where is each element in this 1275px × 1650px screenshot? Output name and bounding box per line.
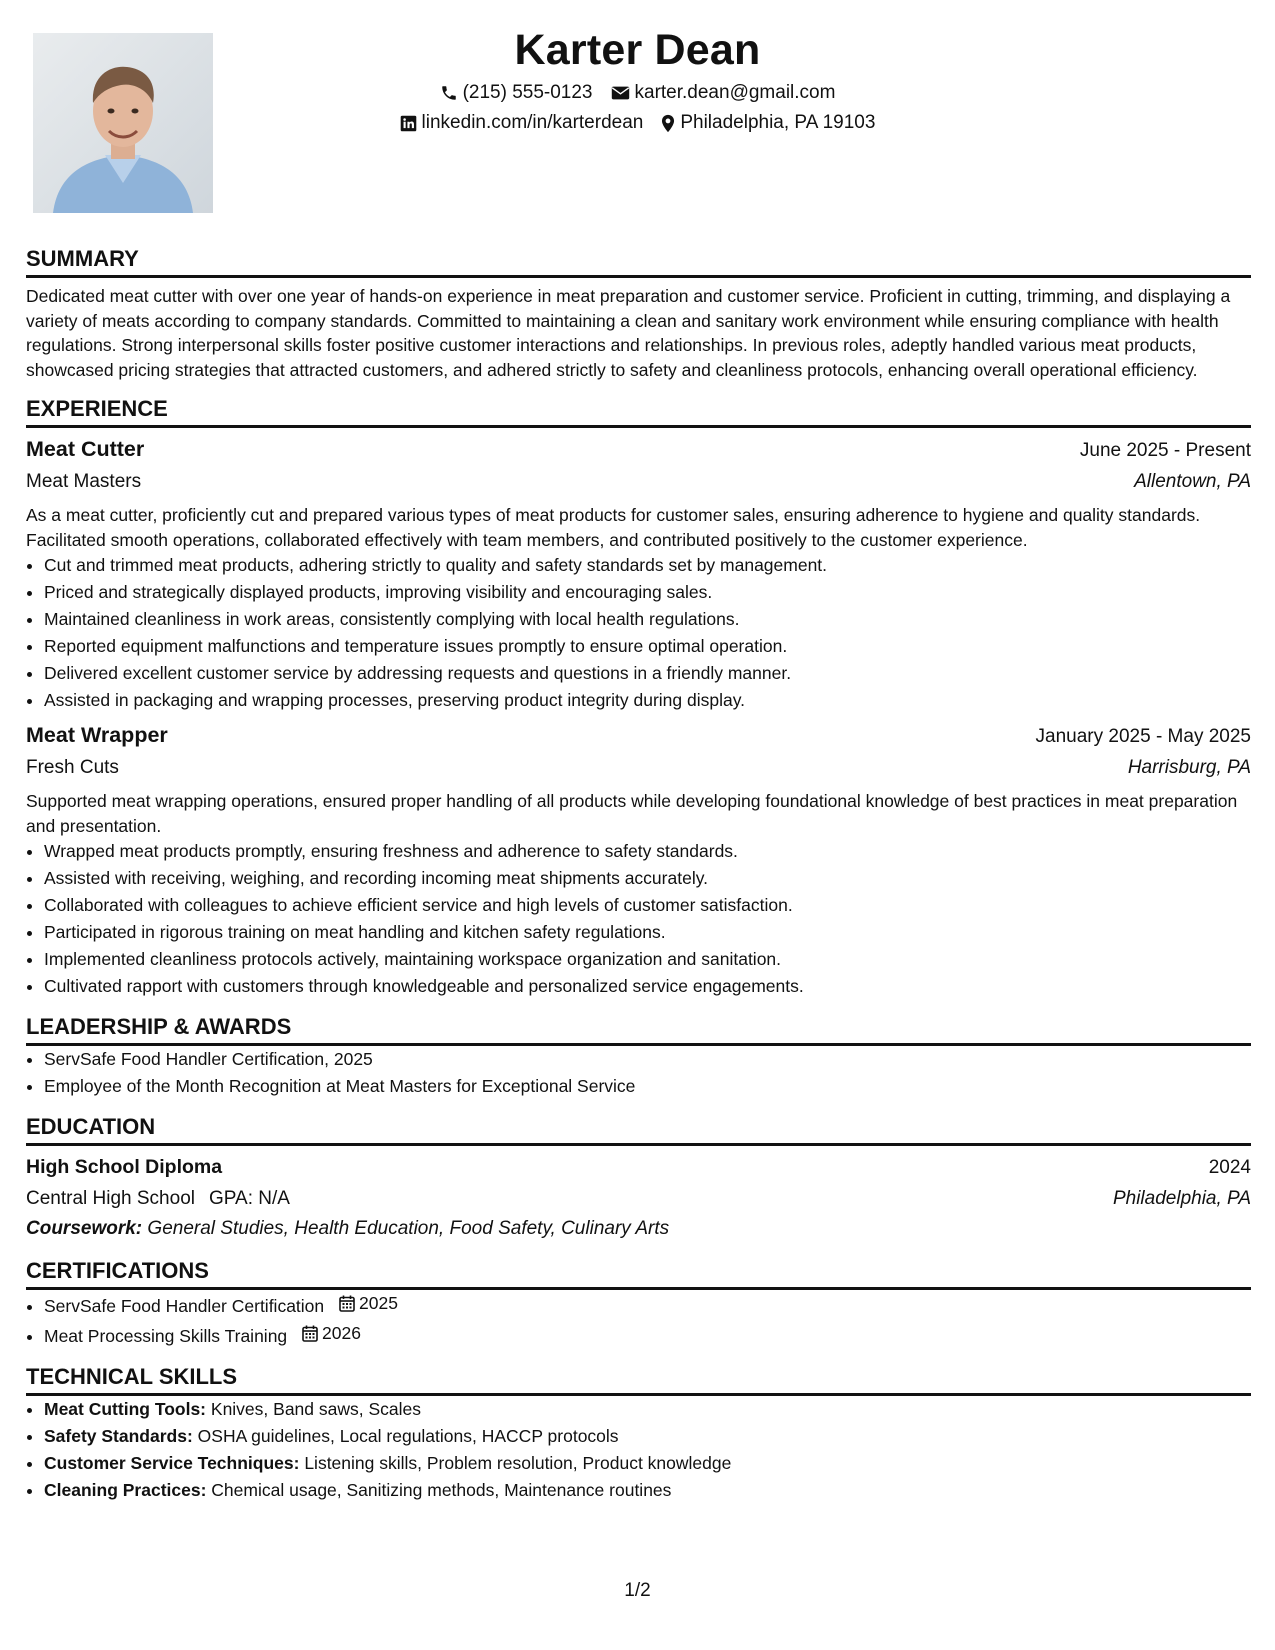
list-item (44, 1450, 1251, 1477)
skill-value: OSHA guidelines, Local regulations, HACCP protocols (197, 1426, 619, 1446)
list-item: • Collaborated with colleagues to achieve efficient service and high levels of customer satisfaction. (44, 892, 1251, 919)
list-item: • Reported equipment malfunctions and temperature issues promptly to ensure optimal operation. (44, 633, 1251, 660)
school-name: Central High School (26, 1188, 195, 1209)
degree-title: High School Diploma (26, 1156, 223, 1178)
list-item (44, 1423, 1251, 1450)
coursework-line (26, 1214, 1251, 1244)
skill-label: Customer Service Techniques: (44, 1453, 300, 1473)
job-company: Meat Masters (26, 471, 142, 492)
skills-section (26, 1362, 1251, 1504)
skill-value: Listening skills, Problem resolution, Product knowledge (304, 1453, 732, 1473)
skill-value: Chemical usage, Sanitizing methods, Maintenance routines (211, 1480, 672, 1500)
job-header (26, 720, 1251, 752)
job-company: Fresh Cuts (26, 757, 119, 778)
certifications-section (26, 1256, 1251, 1350)
list-item: • Employee of the Month Recognition at Meat Masters for Exceptional Service (44, 1073, 1251, 1100)
contact-line-1 (300, 78, 975, 108)
list-item: • Implemented cleanliness protocols actively, maintaining workspace organization and sanitation. (44, 946, 1251, 973)
leadership-section (26, 1012, 1251, 1100)
section-title-certifications: CERTIFICATIONS (26, 1256, 1251, 1290)
list-item: • Priced and strategically displayed products, improving visibility and encouraging sales. (44, 579, 1251, 606)
section-title-skills: TECHNICAL SKILLS (26, 1362, 1251, 1396)
education-subheader (26, 1183, 1251, 1214)
list-item: • Delivered excellent customer service by addressing requests and questions in a friendly manner. (44, 660, 1251, 687)
list-item: • Wrapped meat products promptly, ensuring freshness and adherence to safety standards. (44, 838, 1251, 865)
resume-header (300, 22, 975, 138)
contact-location (661, 108, 875, 138)
job-subheader (26, 752, 1251, 783)
experience-section (26, 394, 1251, 1000)
certification-name: ServSafe Food Handler Certification (44, 1296, 325, 1316)
job-entry (26, 434, 1251, 714)
skill-value: Knives, Band saws, Scales (210, 1399, 421, 1419)
candidate-name: Karter Dean (514, 26, 761, 74)
list-item: • Participated in rigorous training on meat handling and kitchen safety regulations. (44, 919, 1251, 946)
list-item (44, 1290, 1251, 1320)
certification-date (302, 1320, 361, 1347)
list-item (44, 1396, 1251, 1423)
job-bullets (26, 838, 1251, 1000)
job-entry (26, 720, 1251, 1000)
envelope-icon (611, 85, 630, 101)
job-description: As a meat cutter, proficiently cut and prepared various types of meat products for customer sales, ensuring adherence to hygiene and quality standards. Facilitated smooth operations, collaborated effectively with team members, and contributed positively to the customer experience. (26, 505, 1201, 550)
calendar-icon (339, 1295, 355, 1312)
list-item: • Maintained cleanliness in work areas, consistently complying with local health regulations. (44, 606, 1251, 633)
job-location: Allentown, PA (1134, 471, 1251, 492)
calendar-icon (302, 1325, 318, 1342)
list-item (44, 1477, 1251, 1504)
job-header (26, 434, 1251, 466)
skill-label: Safety Standards: (44, 1426, 193, 1446)
linkedin-icon (400, 115, 417, 132)
skill-label: Meat Cutting Tools: (44, 1399, 207, 1419)
contact-phone (440, 78, 593, 108)
job-subheader (26, 466, 1251, 497)
education-section (26, 1112, 1251, 1244)
contact-linkedin (400, 108, 644, 138)
map-pin-icon (661, 114, 675, 133)
list-item: • Cultivated rapport with customers through knowledgeable and personalized service engagements. (44, 973, 1251, 1000)
email-link[interactable]: karter.dean@gmail.com (634, 82, 836, 103)
list-item (44, 1320, 1251, 1350)
portrait-image (33, 33, 213, 213)
contact-line-2 (300, 108, 975, 138)
contact-email (611, 78, 836, 108)
phone-text[interactable]: (215) 555-0123 (462, 82, 593, 103)
location-text: Philadelphia, PA 19103 (680, 112, 876, 133)
list-item: • Assisted with receiving, weighing, and recording incoming meat shipments accurately. (44, 865, 1251, 892)
school-line (26, 1183, 290, 1214)
job-dates: June 2025 - Present (1079, 440, 1251, 461)
certification-year: 2025 (359, 1293, 398, 1313)
job-title: Meat Cutter (26, 437, 145, 461)
summary-text: Dedicated meat cutter with over one year of hands-on experience in meat preparation and customer service. Proficient in cutting, trimming, and displaying a variety of meats according to company standards. Committed to maintaining a clean and sanitary work environment while ensuring compliance with health regulations. Strong interpersonal skills foster positive customer interactions and relationships. In previous roles, adeptly handled various meat products, showcased pricing strategies that attracted customers, and adhered strictly to safety and cleanliness protocols, enhancing overall operational efficiency. (26, 286, 1231, 380)
skills-list (26, 1396, 1251, 1504)
list-item: • Assisted in packaging and wrapping processes, preserving product integrity during display. (44, 687, 1251, 714)
job-bullets (26, 552, 1251, 714)
certification-date (339, 1290, 398, 1317)
profile-photo (33, 33, 213, 213)
leadership-list (26, 1046, 1251, 1100)
skill-label: Cleaning Practices: (44, 1480, 207, 1500)
section-title-experience: EXPERIENCE (26, 394, 1251, 428)
education-header (26, 1152, 1251, 1183)
certification-name: Meat Processing Skills Training (44, 1326, 288, 1346)
section-title-leadership: LEADERSHIP & AWARDS (26, 1012, 1251, 1046)
resume-body (26, 244, 1251, 1516)
job-title: Meat Wrapper (26, 723, 168, 747)
coursework-label: Coursework: (26, 1218, 143, 1239)
list-item: • Cut and trimmed meat products, adhering strictly to quality and safety standards set by management. (44, 552, 1251, 579)
coursework-text: General Studies, Health Education, Food Safety, Culinary Arts (147, 1218, 670, 1239)
list-item: • ServSafe Food Handler Certification, 2025 (44, 1046, 1251, 1073)
certifications-list (26, 1290, 1251, 1350)
graduation-year: 2024 (1208, 1157, 1251, 1178)
summary-section (26, 244, 1251, 382)
section-title-summary: SUMMARY (26, 244, 1251, 278)
section-title-education: EDUCATION (26, 1112, 1251, 1146)
job-description: Supported meat wrapping operations, ensured proper handling of all products while developing foundational knowledge of best practices in meat preparation and presentation. (26, 791, 1238, 836)
gpa-text: GPA: N/A (208, 1188, 290, 1209)
job-location: Harrisburg, PA (1127, 757, 1251, 778)
phone-icon (440, 84, 458, 102)
linkedin-link[interactable]: linkedin.com/in/karterdean (421, 112, 644, 133)
page-number: 1/2 (624, 1580, 651, 1601)
school-location: Philadelphia, PA (1112, 1188, 1251, 1209)
certification-year: 2026 (322, 1323, 361, 1343)
job-dates: January 2025 - May 2025 (1035, 726, 1251, 747)
